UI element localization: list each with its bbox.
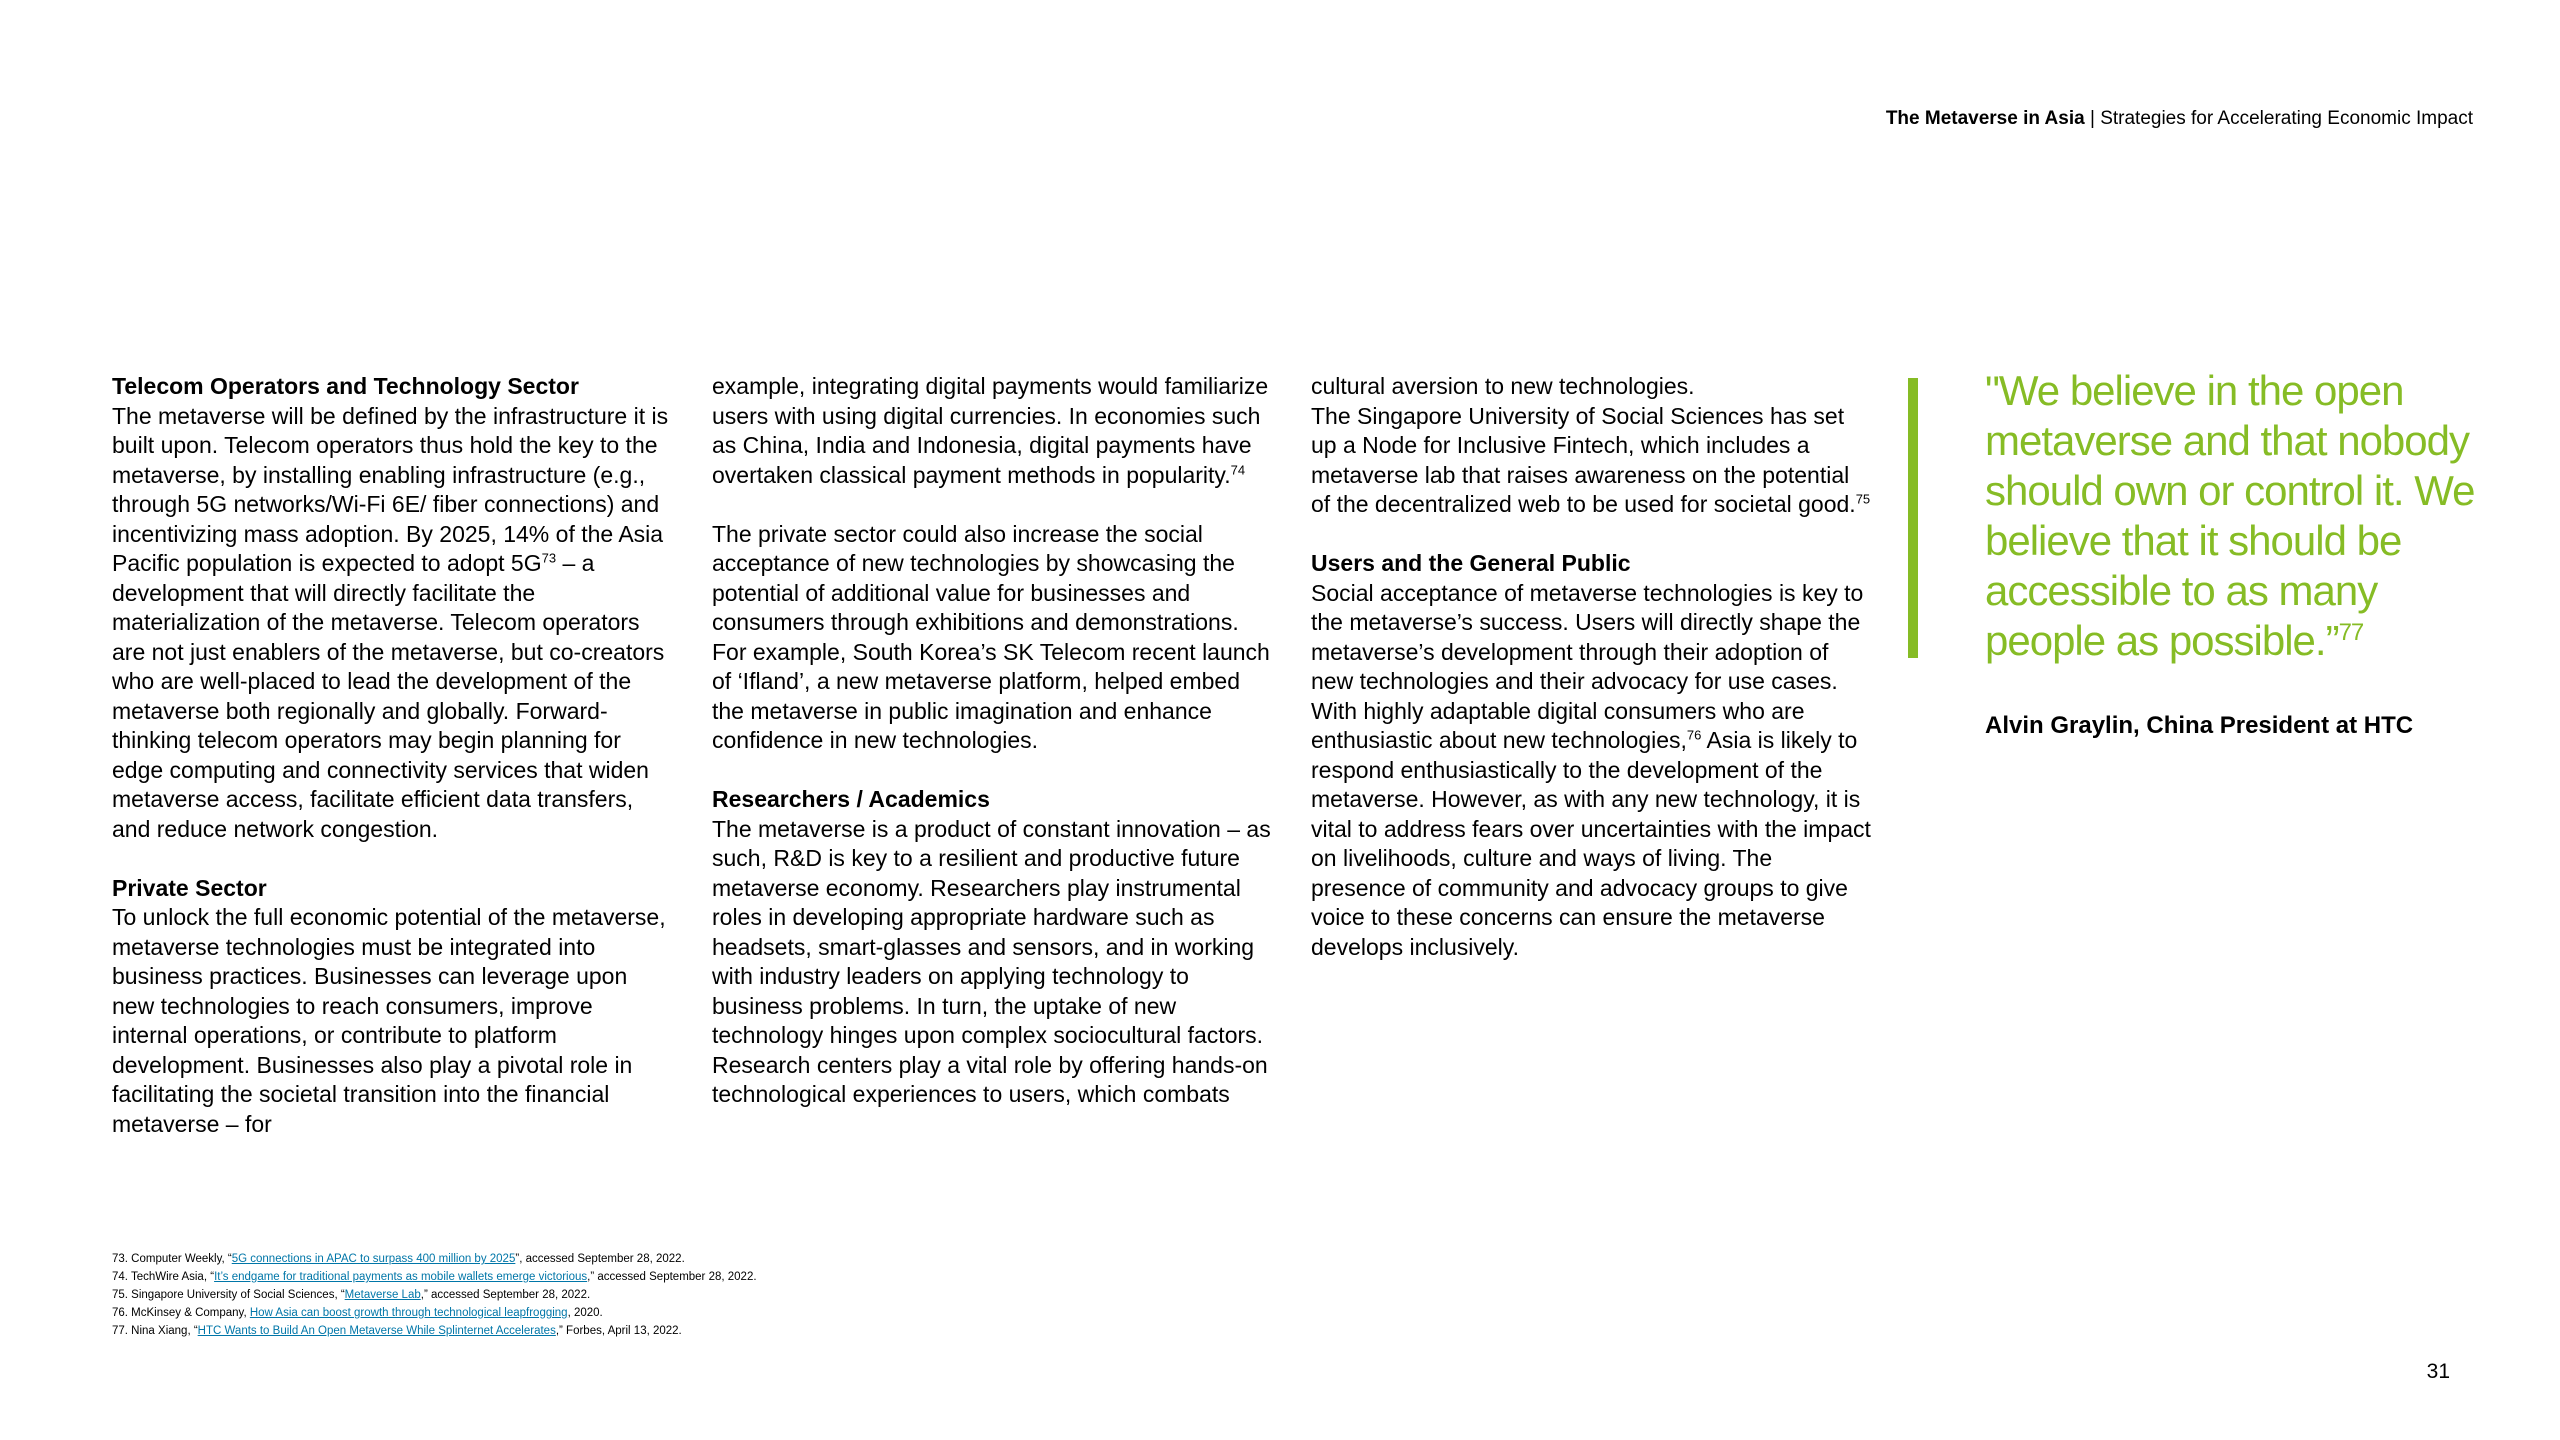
footnote-link[interactable]: HTC Wants to Build An Open Metaverse While Splinternet Accelerates [197, 1325, 556, 1337]
footnote-73: 73. Computer Weekly, “5G connections in APAC to surpass 400 million by 2025”, accessed September 28, 2022. [112, 1253, 685, 1265]
quote-attribution: Alvin Graylin, China President at HTC [1985, 712, 2414, 739]
paragraph-text: The Singapore University of Social Sciences has set up a Node for Inclusive Fintech, which includes a metaverse lab that raises awareness on the potential of the decentralized web to be used for societal good. [1311, 402, 1856, 517]
footnote-ref-73[interactable]: 73 [541, 550, 557, 566]
paragraph-suss [1311, 402, 1871, 520]
paragraph-payments [712, 372, 1272, 490]
footnote-ref-76[interactable]: 76 [1686, 727, 1702, 743]
section-heading-private: Private Sector [112, 874, 267, 901]
running-header [1886, 108, 2473, 130]
footnote-link[interactable]: 5G connections in APAC to surpass 400 million by 2025 [231, 1253, 516, 1265]
paragraph-text: The metaverse will be defined by the infrastructure it is built upon. Telecom operators thus hold the key to the metaverse, by installing enabling infrastructure (e.g., through 5G networks/Wi-Fi 6E/ fiber connections) and incentivizing mass adoption. By 2025, 14% of the Asia Pacific population is expected to adopt 5G [112, 402, 669, 576]
column-1 [112, 372, 672, 1139]
footnote-ref-75[interactable]: 75 [1855, 491, 1871, 507]
paragraph-text: example, integrating digital payments would familiarize users with using digital currencies. In economies such as China, India and Indonesia, digital payments have overtaken classical payment methods in popularity. [712, 373, 1269, 488]
quote-accent-bar [1908, 378, 1918, 658]
footnote-ref-74[interactable]: 74 [1230, 461, 1246, 477]
section-heading-telecom: Telecom Operators and Technology Sector [112, 373, 579, 399]
paragraph-cultural: cultural aversion to new technologies. [1311, 373, 1695, 399]
footnote-76: 76. McKinsey & Company, How Asia can boost growth through technological leapfrogging, 2020. [112, 1307, 603, 1319]
paragraph-private: To unlock the full economic potential of the metaverse, metaverse technologies must be integrated into business practices. Businesses can leverage upon new technologies to reach consumers, improve internal operations, or contribute to platform development. Businesses also play a pivotal role in facilitating the societal transition into the financial metaverse – for [112, 904, 666, 1137]
footnote-74: 74. TechWire Asia, “It’s endgame for traditional payments as mobile wallets emerge victorious,” accessed September 28, 2022. [112, 1271, 757, 1283]
paragraph-researchers: The metaverse is a product of constant innovation – as such, R&D is key to a resilient and productive future metaverse economy. Researchers play instrumental roles in developing appropriate hardware such as headsets, smart-glasses and sensors, and in working with industry leaders on applying technology to business problems. In turn, the uptake of new technology hinges upon complex sociocultural factors. Research centers play a vital role by offering hands-on technological experiences to users, which combats [712, 815, 1271, 1107]
pull-quote [1985, 366, 2495, 666]
footnote-link[interactable]: It’s endgame for traditional payments as mobile wallets emerge victorious [214, 1271, 588, 1283]
paragraph-text: Social acceptance of metaverse technologies is key to the metaverse’s success. Users will directly shape the metaverse’s development through their adoption of new technologies and their advocacy for use cases. With highly adaptable digital consumers who are enthusiastic about new technologies, [1311, 579, 1864, 753]
paragraph-users [1311, 579, 1871, 963]
page-number: 31 [2426, 1360, 2450, 1383]
footnote-ref-77[interactable]: 77 [2338, 619, 2364, 646]
paragraph-telecom [112, 402, 672, 845]
paragraph-text: Asia is likely to respond enthusiastically to the development of the metaverse. However, as with any new technology, it is vital to address fears over uncertainties with the impact on livelihoods, culture and ways of living. The presence of community and advocacy groups to give voice to these concerns can ensure the metaverse develops inclusively. [1311, 727, 1871, 960]
section-heading-users: Users and the General Public [1311, 550, 1631, 576]
section-heading-researchers: Researchers / Academics [712, 786, 990, 812]
header-subtitle: Strategies for Accelerating Economic Impact [2100, 108, 2473, 129]
footnotes [112, 1250, 757, 1340]
column-3 [1311, 372, 1871, 962]
paragraph-text: – a development that will directly facilitate the materialization of the metaverse. Telecom operators are not just enablers of the metaverse, but co-creators who are well-placed to lead the development of the metaverse both regionally and globally. Forward-thinking telecom operators may begin planning for edge computing and connectivity services that widen metaverse access, facilitate efficient data transfers, and reduce network congestion. [112, 550, 665, 842]
footnote-link[interactable]: Metaverse Lab [344, 1289, 421, 1301]
quote-text: "We believe in the open metaverse and that nobody should own or control it. We believe that it should be accessible to as many people as possible.” [1985, 367, 2475, 664]
header-title: The Metaverse in Asia [1885, 108, 2085, 129]
footnote-77: 77. Nina Xiang, “HTC Wants to Build An Open Metaverse While Splinternet Accelerates,” Forbes, April 13, 2022. [112, 1325, 682, 1337]
header-separator: | [2084, 108, 2101, 129]
paragraph-social-acceptance: The private sector could also increase the social acceptance of new technologies by showcasing the potential of additional value for businesses and consumers through exhibitions and demonstrations. For example, South Korea’s SK Telecom recent launch of ‘Ifland’, a new metaverse platform, helped embed the metaverse in public imagination and enhance confidence in new technologies. [712, 520, 1270, 753]
footnote-75: 75. Singapore University of Social Sciences, “Metaverse Lab,” accessed September 28, 2022. [112, 1289, 591, 1301]
column-2 [712, 372, 1272, 1110]
footnote-link[interactable]: How Asia can boost growth through technological leapfrogging [249, 1307, 568, 1319]
